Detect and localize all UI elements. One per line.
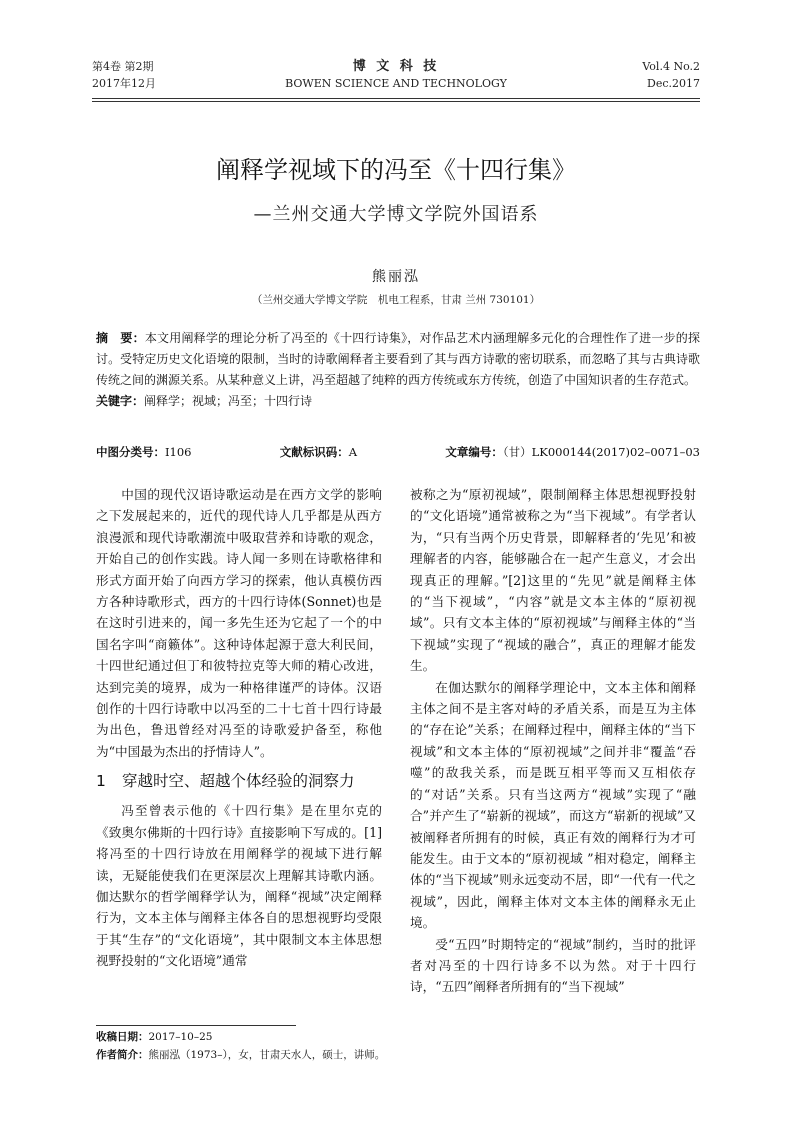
bio-value: 熊丽泓（1973–），女，甘肃天水人，硕士，讲师。 bbox=[148, 1049, 386, 1061]
clc-value: I106 bbox=[165, 445, 192, 459]
section-heading bbox=[96, 770, 382, 792]
keywords-paragraph bbox=[96, 391, 700, 412]
author-bio bbox=[96, 1046, 700, 1064]
body-column-left bbox=[96, 484, 382, 972]
received-date bbox=[96, 1028, 700, 1046]
body-paragraph: 在伽达默尔的阐释学理论中，文本主体和阐释主体之间不是主客对峙的矛盾关系，而是互为主体的“存在论”关系；在阐释过程中，阐释主体的“当下视域”和文本主体的“原初视域”之间并非“覆盖“吞噬”的敌我关系，而是既互相平等而又互相依存的“对话”关系。只有当这两方“视域”实现了“融合”并产生了“崭新的视域”，而这方“崭新的视域”又被阐释者所拥有的时候，真正有效的阐释行为才可能发生。由于文本的“原初视域 ”相对稳定，阐释主体的“当下视域”则永远变动不居，即“一代有一代之视域”，因此，阐释主体对文本主体的阐释永无止境。 bbox=[410, 679, 696, 931]
section-title: 穿越时空、超越个体经验的洞察力 bbox=[122, 772, 355, 791]
paper-title: 阐释学视域下的冯至《十四行集》 bbox=[216, 156, 576, 184]
abstract-label: 摘 要： bbox=[96, 331, 145, 345]
body-paragraph: 被称之为“原初视域”，限制阐释主体思想视野投射的“文化语境”通常被称之为“当下视域”。有学者认为，“只有当两个历史背景，即解释者的‘先见’和被理解者的内容，能够融合在一起产生意义，才会出现真正的理解。”[2]这里的“先见”就是阐释主体的“当下视域”，“内容”就是文本主体的“原初视域”。只有文本主体的“原初视域”与阐释主体的“当下视域”实现了“视域的融合”，真正的理解才能发生。 bbox=[410, 487, 696, 674]
body-paragraph: 冯至曾表示他的《十四行集》是在里尔克的《致奥尔佛斯的十四行诗》直接影响下写成的。[1]将冯至的十四行诗放在用阐释学的视域下进行解读，无疑能使我们在更深层次上理解其诗歌内涵。伽达默尔的哲学阐释学认为，阐释“视域”决定阐释行为，文本主体与阐释主体各自的思想视野均受限于其“生存”的“文化语境”，其中限制文本主体思想视野投射的“文化语境”通常 bbox=[96, 803, 382, 969]
abstract-block bbox=[96, 328, 700, 412]
received-value: 2017–10–25 bbox=[148, 1031, 213, 1043]
keywords-text: 阐释学；视域；冯至；十四行诗 bbox=[144, 394, 313, 408]
abstract-text: 本文用阐释学的理论分析了冯至的《十四行诗集》，对作品艺术内涵理解多元化的合理性作了进一步的探讨。受特定历史文化语境的限制，当时的诗歌阐释者主要看到了其与西方诗歌的密切联系，而忽略了其与古典诗歌传统之间的渊源关系。从某种意义上讲，冯至超越了纯粹的西方传统或东方传统，创造了中国知识者的生存范式。 bbox=[96, 331, 700, 387]
author-affiliation: （兰州交通大学博文学院 机电工程系，甘肃 兰州 730101） bbox=[251, 294, 541, 306]
doc-value: A bbox=[348, 445, 358, 459]
journal-header bbox=[92, 58, 700, 94]
article-label: 文章编号： bbox=[445, 445, 503, 459]
document-code bbox=[280, 444, 357, 460]
bio-label: 作者简介： bbox=[96, 1049, 149, 1061]
date-cn: 2017年12月 bbox=[92, 77, 156, 90]
section-number: 1 bbox=[96, 772, 106, 791]
abstract-paragraph bbox=[96, 328, 700, 391]
journal-name-cn: 博 文 科 技 bbox=[352, 59, 440, 74]
body-paragraph: 受“五四”时期特定的“视域”制约，当时的批评者对冯至的十四行诗多不以为然。对于十四行诗，“五四”阐释者所拥有的“当下视域” bbox=[410, 936, 696, 995]
doc-label: 文献标识码： bbox=[279, 445, 349, 459]
footnote-rule bbox=[96, 1025, 296, 1026]
body-paragraph: 中国的现代汉语诗歌运动是在西方文学的影响之下发展起来的，近代的现代诗人几乎都是从西方浪漫派和现代诗歌潮流中吸取营养和诗歌的观念，开始自己的创作实践。诗人闻一多则在诗歌格律和形式方面开始了向西方学习的探索，他认真模仿西方各种诗歌形式，西方的十四行诗体(Sonnet)也是在这时引进来的，闻一多先生还为它起了一个的中国名字叫“商籁体”。这种诗体起源于意大利民间，十四世纪通过但丁和彼特拉克等大师的精心改进，达到完美的境界，成为一种格律谨严的诗体。汉语创作的十四行诗歌中以冯至的二十七首十四行诗最为出色，鲁迅曾经对冯至的诗歌爱护备至，称他为“中国最为杰出的抒情诗人”。 bbox=[96, 487, 382, 759]
volume-issue-en: Vol.4 No.2 bbox=[642, 60, 700, 73]
journal-name-en: BOWEN SCIENCE AND TECHNOLOGY bbox=[285, 77, 507, 90]
header-rule-top bbox=[92, 98, 700, 99]
article-number bbox=[445, 444, 700, 460]
paper-subtitle: —兰州交通大学博文学院外国语系 bbox=[253, 204, 539, 225]
clc-label: 中图分类号： bbox=[96, 445, 165, 459]
keywords-label: 关键字： bbox=[96, 394, 145, 408]
received-label: 收稿日期： bbox=[96, 1031, 149, 1043]
body-column-right bbox=[410, 484, 696, 998]
volume-issue: 第4卷 第2期 bbox=[92, 60, 154, 73]
article-value: （甘）LK000144(2017)02–0071–03 bbox=[502, 445, 700, 459]
author-name: 熊丽泓 bbox=[372, 269, 420, 285]
classification-row bbox=[96, 444, 700, 460]
clc-number bbox=[96, 444, 192, 460]
header-rule-bottom bbox=[92, 101, 700, 102]
date-en: Dec.2017 bbox=[647, 77, 700, 90]
